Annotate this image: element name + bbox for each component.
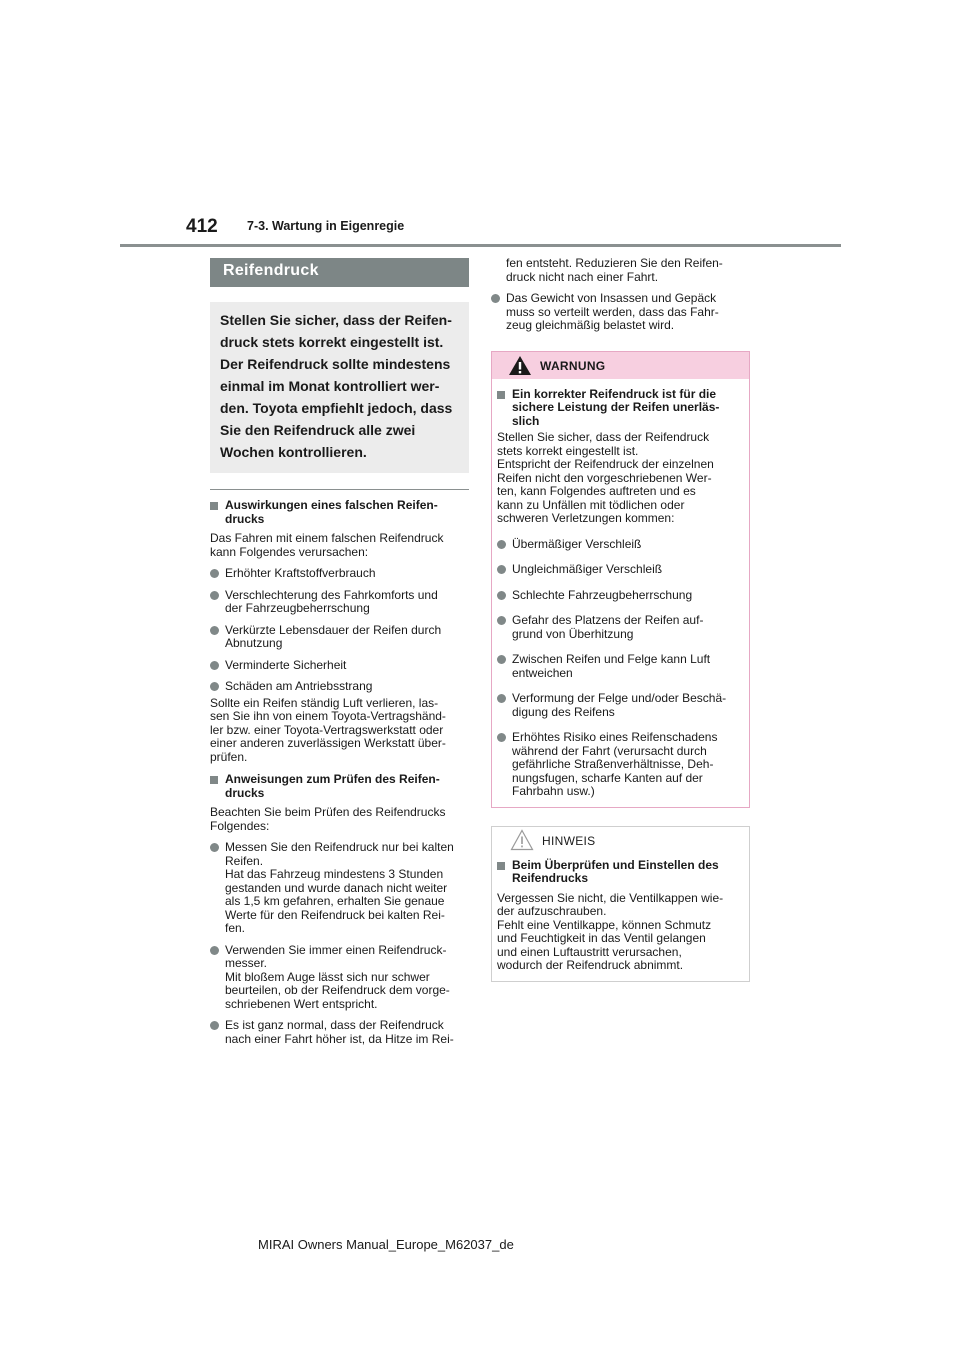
section-header: 7-3. Wartung in Eigenregie: [247, 219, 405, 233]
list-item: Verformung der Felge und/oder Beschä- digung des Reifens: [497, 692, 744, 719]
page-number: 412: [186, 216, 218, 237]
left-column: [210, 258, 469, 1046]
notice-triangle-icon: [510, 829, 534, 851]
intro-box: Stellen Sie sicher, dass der Reifen- druck stets korrekt eingestellt ist. Der Reifendruck sollte mindestens einmal im Monat kontrolliert wer- den. Toyota empfiehlt jedoch, dass Sie den Reifendruck alle zwei Wochen kontrollieren.: [210, 302, 469, 473]
list-item: Erhöhter Kraftstoffverbrauch: [210, 567, 469, 581]
list-item: Schäden am Antriebsstrang: [210, 680, 469, 694]
list-item: Schlechte Fahrzeugbeherrschung: [497, 589, 744, 603]
list-item: Zwischen Reifen und Felge kann Luft entweichen: [497, 653, 744, 680]
paragraph: Sollte ein Reifen ständig Luft verlieren, las- sen Sie ihn von einem Toyota-Vertragshänd- ler bzw. einer Toyota-Vertragswerkstatt oder einer anderen zuverlässigen Werkstatt über- prüfen.: [210, 695, 446, 764]
warning-header: [492, 352, 749, 379]
list-item: Verkürzte Lebensdauer der Reifen durch Abnutzung: [210, 624, 469, 651]
section-title: Reifendruck: [210, 258, 469, 287]
list-item: Messen Sie den Reifendruck nur bei kalten Reifen. Hat das Fahrzeug mindestens 3 Stunden gestanden und wurde danach nicht weiter als 1,5 km gefahren, erhalten Sie genaue Werte für den Reifendruck bei kalten Rei- fen.: [210, 841, 469, 936]
subheading-effects: Auswirkungen eines falschen Reifen- drucks: [210, 499, 469, 526]
warning-triangle-icon: [508, 355, 532, 376]
list-item: Verschlechterung des Fahrkomforts und der Fahrzeugbeherrschung: [210, 589, 469, 616]
warning-label: WARNUNG: [540, 358, 606, 373]
list-item: Ungleichmäßiger Verschleiß: [497, 563, 744, 577]
list-item: Erhöhtes Risiko eines Reifenschadens während der Fahrt (verursacht durch gefährliche Straßenverhältnisse, Deh- nungsfugen, scharfe Kanten auf der Fahrbahn usw.): [497, 731, 744, 799]
footer-manual-id: MIRAI Owners Manual_Europe_M62037_de: [258, 1237, 514, 1252]
intro-divider: [210, 489, 469, 490]
right-column: [491, 257, 750, 982]
list-item: Übermäßiger Verschleiß: [497, 538, 744, 552]
warning-text: Stellen Sie sicher, dass der Reifendruck stets korrekt eingestellt ist. Entspricht der Reifendruck der einzelnen Reifen nicht den vorgeschriebenen Wer- ten, kann Folgendes auftreten und es kann zu Unfällen mit tödlichen oder schweren Verletzungen kommen:: [497, 430, 714, 525]
notice-heading: Beim Überprüfen und Einstellen des Reifendrucks: [497, 859, 744, 886]
notice-text: Vergessen Sie nicht, die Ventilkappen wie- der aufzuschrauben. Fehlt eine Ventilkappe, können Schmutz und Feuchtigkeit in das Ventil gelangen und einen Luftaustritt verursachen, wodurch der Reifendruck abnimmt.: [497, 890, 724, 972]
list-item: Es ist ganz normal, dass der Reifendruck nach einer Fahrt höher ist, da Hitze im Rei-: [210, 1019, 469, 1046]
list-item: Verwenden Sie immer einen Reifendruck- messer. Mit bloßem Auge lässt sich nur schwer beurteilen, ob der Reifendruck dem vorge- schriebenen Wert entspricht.: [210, 944, 469, 1012]
list-item: Verminderte Sicherheit: [210, 659, 469, 673]
warning-box: [491, 351, 750, 808]
continued-text: fen entsteht. Reduzieren Sie den Reifen- druck nicht nach einer Fahrt.: [506, 256, 723, 284]
subheading-instructions: Anweisungen zum Prüfen des Reifen- drucks: [210, 773, 469, 800]
notice-header: [492, 827, 749, 855]
list-item: Gefahr des Platzens der Reifen auf- grund von Überhitzung: [497, 614, 744, 641]
paragraph: Beachten Sie beim Prüfen des Reifendrucks Folgendes:: [210, 805, 446, 833]
paragraph: Das Fahren mit einem falschen Reifendruck kann Folgendes verursachen:: [210, 531, 444, 559]
header-rule: [120, 244, 841, 247]
notice-label: HINWEIS: [542, 833, 596, 848]
warning-heading: Ein korrekter Reifendruck ist für die sichere Leistung der Reifen unerläs- slich: [497, 388, 744, 429]
notice-box: [491, 826, 750, 982]
list-item: Das Gewicht von Insassen und Gepäck muss so verteilt werden, dass das Fahr- zeug gleichmäßig belastet wird.: [491, 292, 750, 333]
